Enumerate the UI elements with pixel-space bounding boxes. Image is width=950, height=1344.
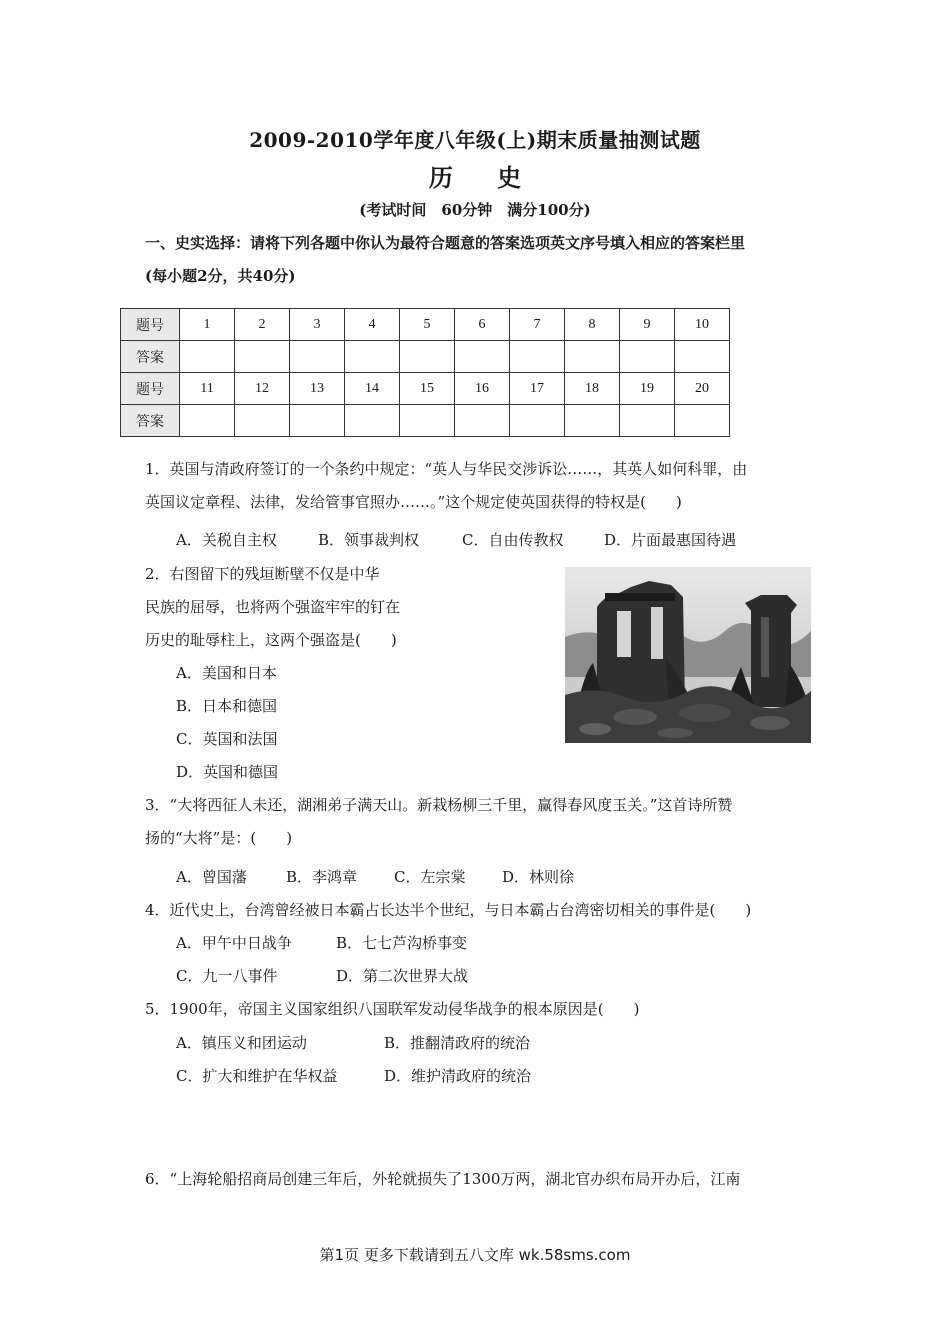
answer-cell[interactable] bbox=[565, 405, 620, 437]
q4-option-b[interactable]: B．七七芦沟桥事变 bbox=[336, 934, 468, 952]
question-text: 民族的屈辱，也将两个强盗牢牢的钉在 bbox=[145, 598, 401, 616]
number-cell: 4 bbox=[345, 309, 400, 341]
answer-table-number-row-1 bbox=[121, 309, 730, 341]
number-cell: 8 bbox=[565, 309, 620, 341]
answer-cell[interactable] bbox=[620, 405, 675, 437]
q4-option-c[interactable]: C．九一八事件 bbox=[176, 967, 278, 985]
question-6 bbox=[145, 1163, 835, 1196]
q4-option-a[interactable]: A．甲午中日战争 bbox=[176, 934, 292, 952]
number-cell: 11 bbox=[180, 373, 235, 405]
answer-cell[interactable] bbox=[455, 341, 510, 373]
number-cell: 14 bbox=[345, 373, 400, 405]
answer-cell[interactable] bbox=[180, 341, 235, 373]
number-cell: 3 bbox=[290, 309, 345, 341]
q2-option-d[interactable]: D．英国和德国 bbox=[176, 763, 279, 781]
answer-cell[interactable] bbox=[510, 405, 565, 437]
question-3 bbox=[145, 789, 835, 855]
q1-option-a[interactable]: A．关税自主权 bbox=[176, 531, 277, 549]
question-text: 6．“上海轮船招商局创建三年后，外轮就损失了1300万两，湖北官办织布局开办后，江南 bbox=[145, 1170, 741, 1188]
question-text: 2．右图留下的残垣断壁不仅是中华 bbox=[145, 565, 380, 583]
section-heading bbox=[145, 227, 835, 293]
number-cell: 9 bbox=[620, 309, 675, 341]
number-cell: 17 bbox=[510, 373, 565, 405]
number-cell: 2 bbox=[235, 309, 290, 341]
q5-option-d[interactable]: D．维护清政府的统治 bbox=[384, 1067, 532, 1085]
answer-cell[interactable] bbox=[290, 341, 345, 373]
q2-option-c[interactable]: C．英国和法国 bbox=[176, 730, 278, 748]
number-cell: 13 bbox=[290, 373, 345, 405]
question-text: 历史的耻辱柱上，这两个强盗是( ) bbox=[145, 631, 397, 649]
answer-cell[interactable] bbox=[400, 405, 455, 437]
number-cell: 20 bbox=[675, 373, 730, 405]
number-cell: 6 bbox=[455, 309, 510, 341]
question-text: 1．英国与清政府签订的一个条约中规定：“英人与华民交涉诉讼……，其英人如何科罪，由 bbox=[145, 460, 748, 478]
q2-option-a[interactable]: A．美国和日本 bbox=[176, 664, 277, 682]
answer-cell[interactable] bbox=[565, 341, 620, 373]
question-2 bbox=[145, 558, 445, 657]
ruins-photo bbox=[565, 567, 811, 743]
section-heading-line1: 一、史实选择：请将下列各题中你认为最符合题意的答案选项英文序号填入相应的答案栏里 bbox=[145, 234, 746, 252]
q3-option-b[interactable]: B．李鸿章 bbox=[286, 868, 358, 886]
answer-table bbox=[120, 308, 730, 437]
number-cell: 1 bbox=[180, 309, 235, 341]
answer-cell[interactable] bbox=[345, 341, 400, 373]
answer-table-answer-row-2 bbox=[121, 405, 730, 437]
question-text: 3．“大将西征人未还，湖湘弟子满天山。新栽杨柳三千里，赢得春风度玉关。”这首诗所赞 bbox=[145, 796, 733, 814]
question-text: 4．近代史上，台湾曾经被日本霸占长达半个世纪，与日本霸占台湾密切相关的事件是( ) bbox=[145, 901, 752, 919]
answer-cell[interactable] bbox=[235, 405, 290, 437]
q5-option-a[interactable]: A．镇压义和团运动 bbox=[176, 1034, 307, 1052]
answer-cell[interactable] bbox=[675, 405, 730, 437]
question-1 bbox=[145, 453, 835, 519]
question-text: 扬的“大将”是：( ) bbox=[145, 829, 293, 847]
number-cell: 16 bbox=[455, 373, 510, 405]
answer-label: 答案 bbox=[121, 405, 180, 437]
q3-option-c[interactable]: C．左宗棠 bbox=[394, 868, 466, 886]
number-label: 题号 bbox=[121, 309, 180, 341]
q1-option-c[interactable]: C．自由传教权 bbox=[462, 531, 564, 549]
answer-cell[interactable] bbox=[290, 405, 345, 437]
exam-title: 2009-2010学年度八年级(上)期末质量抽测试题 bbox=[249, 128, 701, 152]
q2-option-b[interactable]: B．日本和德国 bbox=[176, 697, 278, 715]
q5-option-b[interactable]: B．推翻清政府的统治 bbox=[384, 1034, 531, 1052]
number-cell: 19 bbox=[620, 373, 675, 405]
number-cell: 12 bbox=[235, 373, 290, 405]
subject-title: 历 史 bbox=[428, 163, 540, 192]
answer-cell[interactable] bbox=[510, 341, 565, 373]
answer-cell[interactable] bbox=[455, 405, 510, 437]
page-footer: 第1页 更多下载请到五八文库 wk.58sms.com bbox=[319, 1246, 631, 1264]
exam-info: (考试时间 60分钟 满分100分) bbox=[359, 201, 591, 219]
number-label: 题号 bbox=[121, 373, 180, 405]
answer-cell[interactable] bbox=[345, 405, 400, 437]
q1-option-b[interactable]: B．领事裁判权 bbox=[318, 531, 420, 549]
answer-cell[interactable] bbox=[400, 341, 455, 373]
number-cell: 5 bbox=[400, 309, 455, 341]
number-cell: 10 bbox=[675, 309, 730, 341]
question-4 bbox=[145, 894, 835, 927]
q4-option-d[interactable]: D．第二次世界大战 bbox=[336, 967, 469, 985]
section-heading-line2: (每小题2分，共40分) bbox=[145, 267, 296, 285]
question-text: 5．1900年，帝国主义国家组织八国联军发动侵华战争的根本原因是( ) bbox=[145, 1000, 640, 1018]
ruins-illustration bbox=[565, 567, 811, 743]
q5-option-c[interactable]: C．扩大和维护在华权益 bbox=[176, 1067, 338, 1085]
q3-option-d[interactable]: D．林则徐 bbox=[502, 868, 575, 886]
answer-cell[interactable] bbox=[180, 405, 235, 437]
answer-cell[interactable] bbox=[235, 341, 290, 373]
answer-cell[interactable] bbox=[620, 341, 675, 373]
number-cell: 18 bbox=[565, 373, 620, 405]
question-text: 英国议定章程、法律，发给管事官照办……。”这个规定使英国获得的特权是( ) bbox=[145, 493, 682, 511]
question-5 bbox=[145, 993, 835, 1026]
answer-cell[interactable] bbox=[675, 341, 730, 373]
answer-table-answer-row-1 bbox=[121, 341, 730, 373]
number-cell: 7 bbox=[510, 309, 565, 341]
q3-option-a[interactable]: A．曾国藩 bbox=[176, 868, 247, 886]
number-cell: 15 bbox=[400, 373, 455, 405]
q1-option-d[interactable]: D．片面最惠国待遇 bbox=[604, 531, 737, 549]
answer-table-number-row-2 bbox=[121, 373, 730, 405]
answer-label: 答案 bbox=[121, 341, 180, 373]
